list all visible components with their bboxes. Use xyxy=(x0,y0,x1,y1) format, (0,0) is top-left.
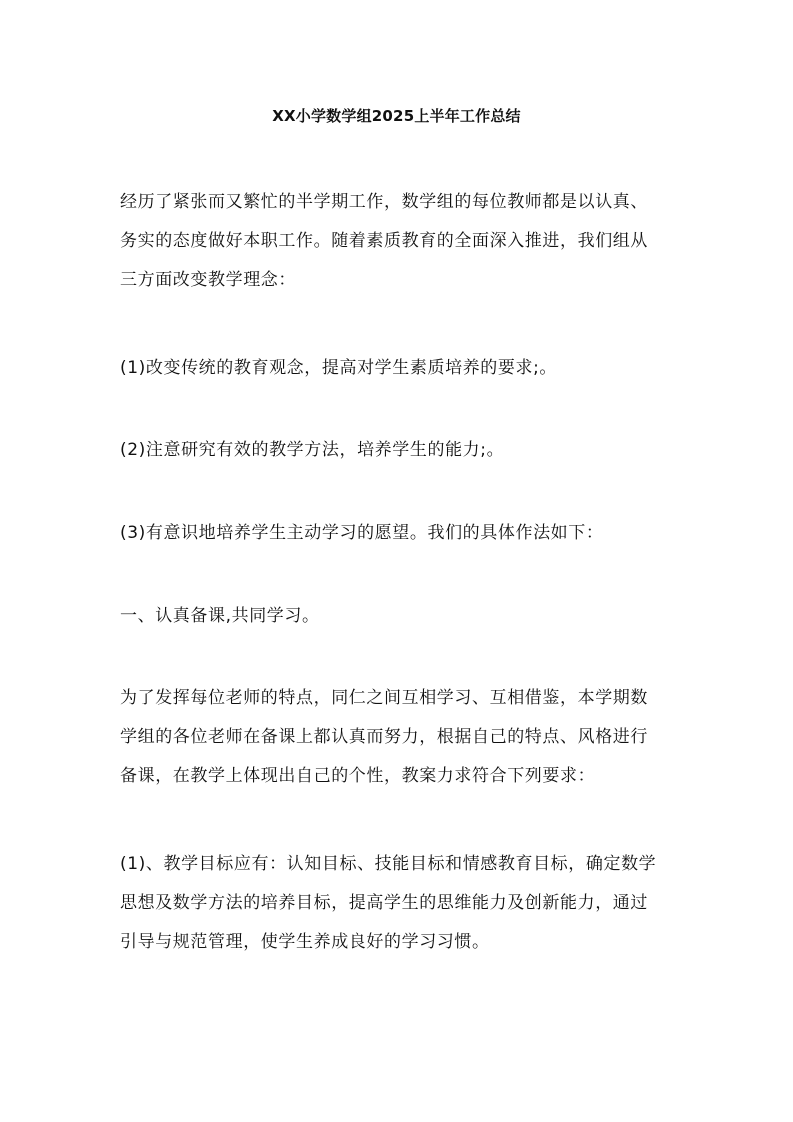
text-line: (2)注意研究有效的教学方法，培养学生的能力;。 xyxy=(120,440,505,460)
text-line: 三方面改变教学理念： xyxy=(120,270,296,290)
text-line: 思想及数学方法的培养目标，提高学生的思维能力及创新能力，通过 xyxy=(120,893,648,913)
text-line: (3)有意识地培养学生主动学习的愿望。我们的具体作法如下： xyxy=(120,523,604,543)
document-title: XX小学数学组2025上半年工作总结 xyxy=(272,107,521,125)
text-line: (1)、教学目标应有：认知目标、技能目标和情感教育目标，确定数学 xyxy=(120,854,657,874)
paragraph-point-3 xyxy=(120,514,680,553)
text-line: (1)改变传统的教育观念，提高对学生素质培养的要求;。 xyxy=(120,358,558,378)
text-line: 经历了紧张而又繁忙的半学期工作，数学组的每位教师都是以认真、 xyxy=(120,192,648,212)
paragraph-intro xyxy=(120,183,680,300)
text-line: 为了发挥每位老师的特点，同仁之间互相学习、互相借鉴，本学期数 xyxy=(120,688,648,708)
text-line: 引导与规范管理，使学生养成良好的学习习惯。 xyxy=(120,932,490,952)
text-line: 学组的各位老师在备课上都认真而努力，根据自己的特点、风格进行 xyxy=(120,727,648,747)
text-line: 备课，在教学上体现出自己的个性，教案力求符合下列要求： xyxy=(120,766,596,786)
paragraph-section-1 xyxy=(120,679,680,796)
section-heading-1 xyxy=(120,597,680,636)
paragraph-subpoint-1 xyxy=(120,845,680,962)
text-line: 务实的态度做好本职工作。随着素质教育的全面深入推进，我们组从 xyxy=(120,231,648,251)
text-line: 一、认真备课,共同学习。 xyxy=(120,606,320,626)
paragraph-point-2 xyxy=(120,431,680,470)
paragraph-point-1 xyxy=(120,349,680,388)
